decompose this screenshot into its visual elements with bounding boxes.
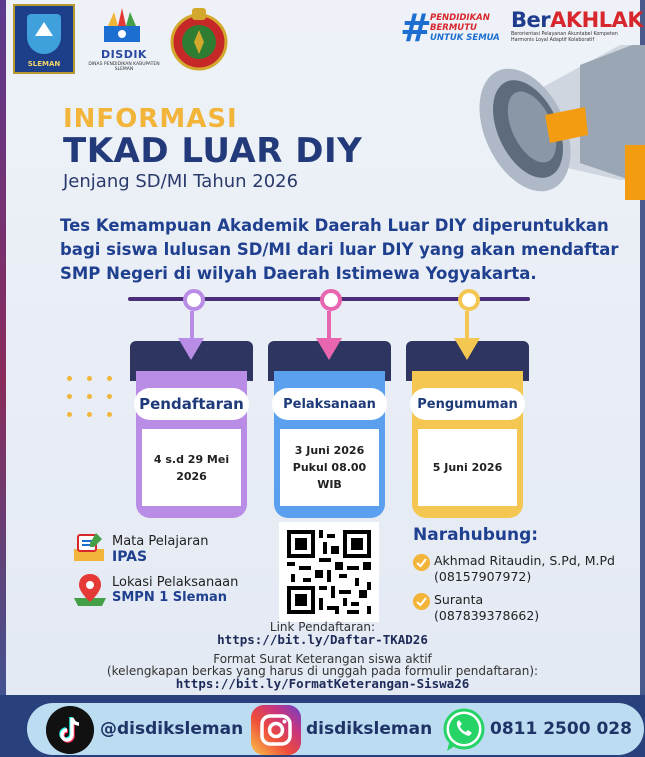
- book-icon: [72, 531, 106, 565]
- berakhlak-main: AKHLAK: [550, 8, 644, 32]
- hash-icon: #: [400, 6, 432, 50]
- card-label: Pengumuman: [410, 388, 525, 420]
- card-date-line-2: Pukul 08.00 WIB: [292, 461, 367, 491]
- check-icon: [413, 554, 430, 571]
- berakhlak-word: [511, 8, 643, 32]
- timeline-dot-1: [183, 289, 205, 311]
- hashtag-line-3: UNTUK SEMUA: [430, 33, 500, 43]
- hashtag-text: [430, 13, 510, 43]
- timeline-dot-2: [320, 289, 342, 311]
- card-date-box: [418, 429, 517, 506]
- card-date-line-1: 4 s.d 29 Mei 2026: [153, 452, 230, 483]
- berakhlak-tagline-1: Berorientasi Pelayanan Akuntabel Kompeten: [511, 32, 618, 37]
- info-heading: INFORMASI: [63, 104, 238, 134]
- whatsapp-number[interactable]: 0811 2500 028: [490, 719, 632, 739]
- berakhlak-prefix: Ber: [511, 8, 551, 32]
- berakhlak-logo: [511, 8, 643, 44]
- hashtag-line-2: BERMUTU: [430, 23, 477, 33]
- register-link-label: Link Pendaftaran:: [269, 620, 376, 634]
- contact-name-1: Akhmad Ritaudin, S.Pd, M.Pd: [434, 553, 615, 568]
- whatsapp-icon[interactable]: [441, 707, 487, 753]
- card-date-line-1: 5 Juni 2026: [432, 461, 503, 474]
- format-label: Format Surat Keterangan siswa aktif: [213, 652, 432, 666]
- megaphone-icon: [470, 45, 645, 215]
- subject-label: Mata Pelajaran: [112, 534, 209, 549]
- timeline-dot-3: [458, 289, 480, 311]
- subject-value: IPAS: [112, 549, 148, 565]
- card-date-box: [280, 429, 379, 506]
- sleman-logo-label: SLEMAN: [27, 60, 61, 68]
- disdik-name: DISDIK: [101, 48, 147, 61]
- check-icon: [413, 593, 430, 610]
- location-label: Lokasi Pelaksanaan: [112, 575, 239, 590]
- card-label: Pendaftaran: [134, 388, 249, 420]
- contact-name-2: Suranta: [434, 592, 484, 607]
- tiktok-icon[interactable]: [46, 706, 94, 754]
- location-value: SMPN 1 Sleman: [112, 590, 228, 605]
- qr-code[interactable]: [279, 522, 379, 622]
- contact-title: Narahubung:: [413, 525, 539, 545]
- tiktok-handle[interactable]: @disdiksleman: [100, 719, 244, 739]
- register-link[interactable]: https://bit.ly/Daftar-TKAD26: [217, 632, 428, 647]
- card-date-line-1: 3 Juni 2026: [294, 444, 365, 457]
- format-note: (kelengkapan berkas yang harus di unggah pada formulir pendaftaran):: [106, 664, 539, 678]
- description-text: Tes Kemampuan Akademik Daerah Luar DIY diperuntukkan bagi siswa lulusan SD/MI dari luar DIY yang akan mendaftar SMP Negeri di wilyah Daerah Istimewa Yogyakarta.: [60, 216, 619, 283]
- page-subtitle: Jenjang SD/MI Tahun 2026: [63, 171, 299, 192]
- arrow-down-icon: [454, 338, 480, 360]
- contact-phone-1[interactable]: (08157907972): [434, 569, 532, 584]
- schedule-card-1: [130, 341, 253, 518]
- card-date-box: [142, 429, 241, 506]
- berakhlak-tagline-2: Harmonis Loyal Adaptif Kolaboratif: [511, 38, 595, 43]
- instagram-icon[interactable]: [251, 705, 301, 755]
- hashtag-line-1: PENDIDIKAN: [430, 13, 490, 23]
- schedule-card-2: [268, 341, 391, 518]
- decorative-dots: [65, 374, 125, 424]
- disdik-mark-icon: [100, 8, 144, 46]
- card-label: Pelaksanaan: [272, 388, 387, 420]
- instagram-handle[interactable]: disdiksleman: [306, 719, 433, 739]
- disdik-logo: [88, 4, 160, 76]
- disdik-subtitle: DINAS PENDIDIKAN KABUPATEN SLEMAN: [88, 62, 160, 72]
- schedule-card-3: [406, 341, 529, 518]
- arrow-down-icon: [316, 338, 342, 360]
- diy-emblem-icon: [168, 4, 230, 74]
- page-title: TKAD LUAR DIY: [63, 131, 363, 171]
- format-link[interactable]: https://bit.ly/FormatKeterangan-Siswa26: [175, 676, 470, 691]
- house-icon: [35, 22, 53, 36]
- sleman-logo: [13, 4, 75, 74]
- map-pin-icon: [72, 572, 108, 608]
- arrow-down-icon: [178, 338, 204, 360]
- contact-phone-2[interactable]: (087839378662): [434, 608, 540, 623]
